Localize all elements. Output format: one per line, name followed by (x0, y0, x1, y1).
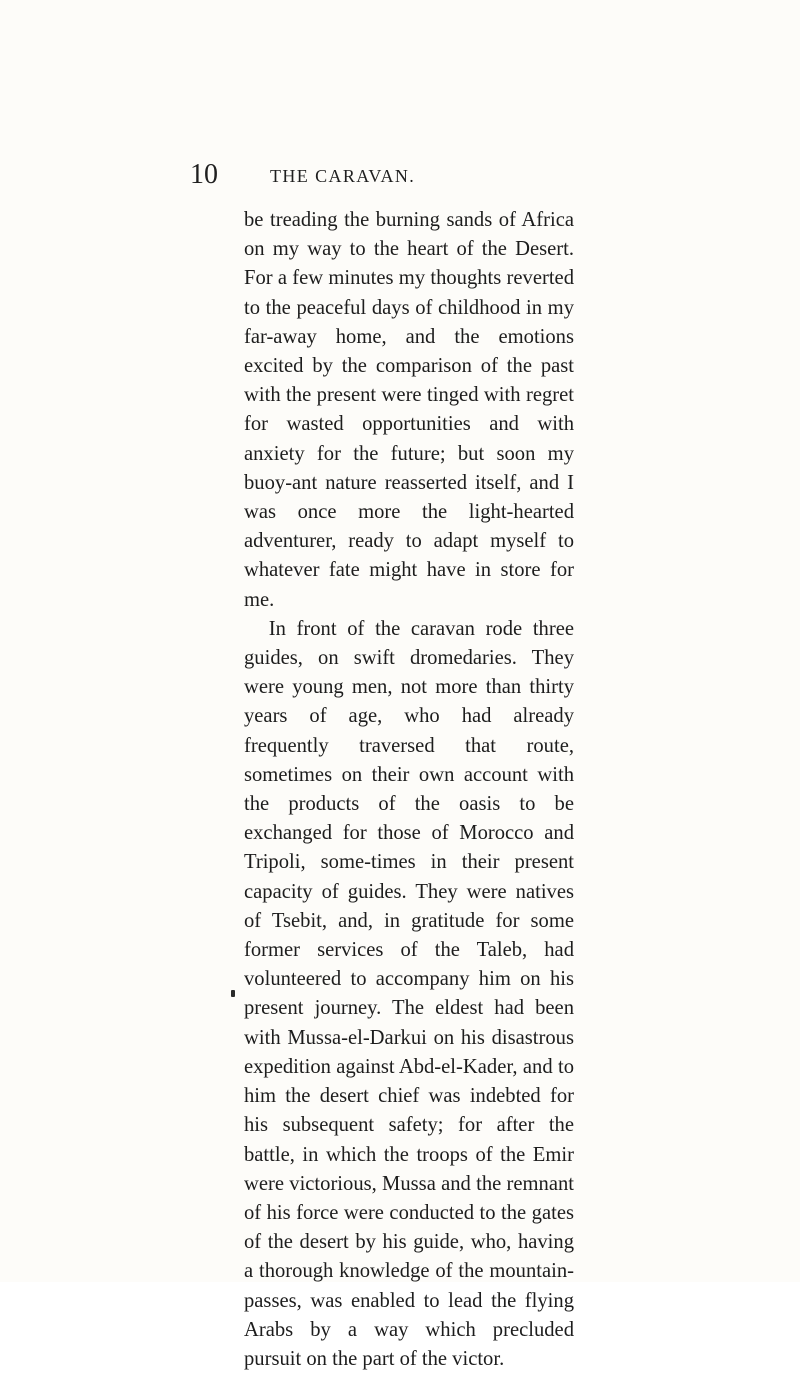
margin-mark (231, 990, 235, 997)
page-header (190, 158, 610, 198)
body-text (244, 206, 574, 1374)
paragraph-1: be treading the burning sands of Africa on my way to the heart of the Desert. For a few minutes my thoughts reverted to the peaceful days of childhood in my far-away home, and the emotions excited by the comparison of the past with the present were tinged with regret for wasted opportunities and with anxiety for the future; but soon my buoy-ant nature reasserted itself, and I was once more the light-hearted adventurer, ready to adapt myself to whatever fate might have in store for me. (244, 209, 574, 611)
paragraph-2: In front of the caravan rode three guides, on swift dromedaries. They were young men, not more than thirty years of age, who had already frequently traversed that route, sometimes on their own account with the products of the oasis to be exchanged for those of Morocco and Tripoli, some-times in their present capacity of guides. They were natives of Tsebit, and, in gratitude for some former services of the Taleb, had volunteered to accompany him on his present journey. The eldest had been with Mussa-el-Darkui on his disastrous expedition against Abd-el-Kader, and to him the desert chief was indebted for his subsequent safety; for after the battle, in which the troops of the Emir were victorious, Mussa and the remnant of his force were conducted to the gates of the desert by his guide, who, having a thorough knowledge of the mountain-passes, was enabled to lead the flying Arabs by a way which precluded pursuit on the part of the victor. (244, 617, 574, 1370)
running-title: THE CARAVAN. (270, 166, 416, 186)
page-number: 10 (190, 159, 218, 190)
